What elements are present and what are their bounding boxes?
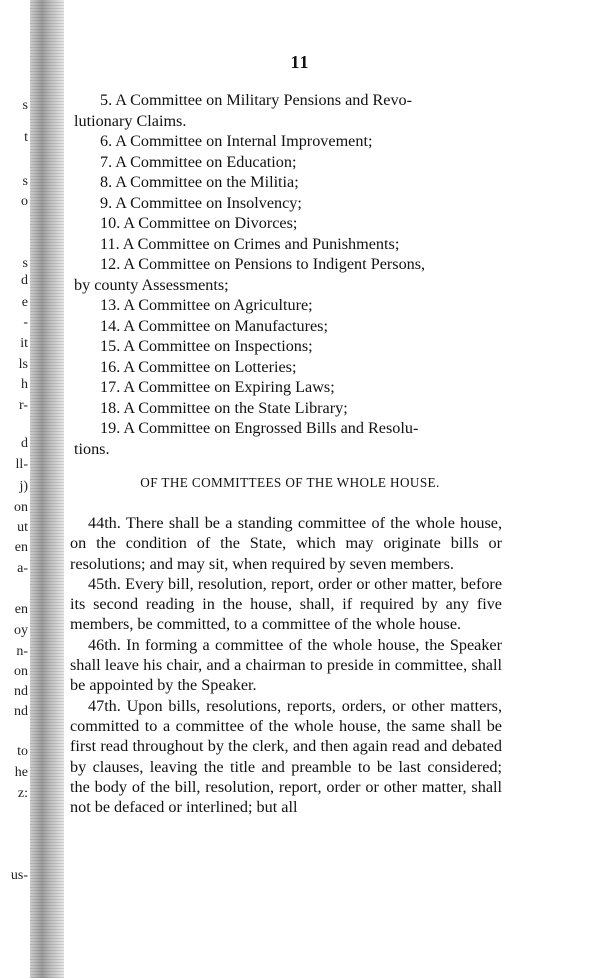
margin-fragment: z: xyxy=(17,786,28,801)
margin-fragment: - xyxy=(23,315,28,330)
margin-fragment: o xyxy=(21,194,28,209)
margin-fragment: to xyxy=(17,744,28,759)
list-item: 14. A Committee on Manufactures; xyxy=(100,316,328,335)
margin-fragment: e xyxy=(21,295,28,310)
margin-fragment: nd xyxy=(14,704,28,719)
margin-fragment: r- xyxy=(18,398,28,413)
margin-fragment: on xyxy=(14,500,28,515)
margin-fragment: h xyxy=(21,377,28,392)
margin-fragment: nd xyxy=(14,684,28,699)
list-item: 16. A Committee on Lotteries; xyxy=(100,357,297,376)
list-item: 17. A Committee on Expiring Laws; xyxy=(100,378,335,396)
list-item: by county Assessments; xyxy=(74,275,229,294)
rule-paragraph: 45th. Every bill, resolution, report, order or other matter, before its second reading in the house, shall, if required by any five members, be committed, to a committee of the whole house. xyxy=(70,574,502,634)
rule-paragraph: 47th. Upon bills, resolutions, reports, orders, or other matters, committed to a committee of the whole house, the same shall be first read throughout by the clerk, and then again read and debated by clauses, leaving the title and preamble to be last considered; the body of the bill, resolution, report, order or other matter, shall not be defaced or interlined; but all xyxy=(70,696,502,817)
list-item: 13. A Committee on Agriculture; xyxy=(100,296,313,314)
book-spine-gutter xyxy=(30,0,64,978)
list-item: 8. A Committee on the Militia; xyxy=(100,173,299,191)
list-item: 7. A Committee on Education; xyxy=(100,152,297,171)
committee-list xyxy=(74,90,506,459)
list-item: 19. A Committee on Engrossed Bills and Resolu- xyxy=(100,419,419,437)
list-item: 15. A Committee on Inspections; xyxy=(100,337,313,355)
list-item: 5. A Committee on Military Pensions and Revo- xyxy=(100,91,413,109)
list-item: 18. A Committee on the State Library; xyxy=(100,398,348,417)
page-number: 11 xyxy=(290,52,310,72)
list-item: 12. A Committee on Pensions to Indigent Persons, xyxy=(100,255,426,273)
section-heading: OF THE COMMITTEES OF THE WHOLE HOUSE. xyxy=(140,475,440,490)
margin-fragment: ls xyxy=(18,357,28,372)
list-item: 11. A Committee on Crimes and Punishments; xyxy=(100,234,400,253)
margin-fragment: t xyxy=(24,130,28,145)
list-item: tions. xyxy=(74,439,110,458)
list-item: 10. A Committee on Divorces; xyxy=(100,214,298,232)
rules-body xyxy=(70,513,502,817)
rule-paragraph: 44th. There shall be a standing committee of the whole house, on the condition of the State, which may originate bills or resolutions; and may sit, when required by seven members. xyxy=(70,514,502,573)
margin-fragment: d xyxy=(21,436,28,451)
margin-fragment: us- xyxy=(10,868,28,883)
margin-fragment: d xyxy=(21,273,28,288)
margin-fragment: oy xyxy=(14,623,28,638)
margin-fragment: a- xyxy=(17,561,28,576)
margin-fragment: he xyxy=(14,765,28,780)
list-item: 6. A Committee on Internal Improvement; xyxy=(100,132,373,150)
list-item: 9. A Committee on Insolvency; xyxy=(100,193,302,212)
rule-paragraph: 46th. In forming a committee of the whole house, the Speaker shall leave his chair, and a chairman to preside in committee, shall be appointed by the Speaker. xyxy=(70,635,502,695)
margin-fragment: n- xyxy=(16,644,28,659)
margin-fragment: en xyxy=(14,540,28,555)
facing-page-margin xyxy=(0,0,30,978)
margin-fragment: ut xyxy=(17,520,28,535)
list-item: lutionary Claims. xyxy=(74,111,187,130)
margin-fragment: en xyxy=(14,602,28,617)
margin-fragment: it xyxy=(20,336,28,351)
margin-fragment: s xyxy=(22,98,28,113)
margin-fragment: s xyxy=(22,256,28,271)
margin-fragment: ll- xyxy=(15,457,28,472)
margin-fragment: on xyxy=(14,664,28,679)
margin-fragment: j) xyxy=(19,479,28,494)
margin-fragment: s xyxy=(22,174,28,189)
